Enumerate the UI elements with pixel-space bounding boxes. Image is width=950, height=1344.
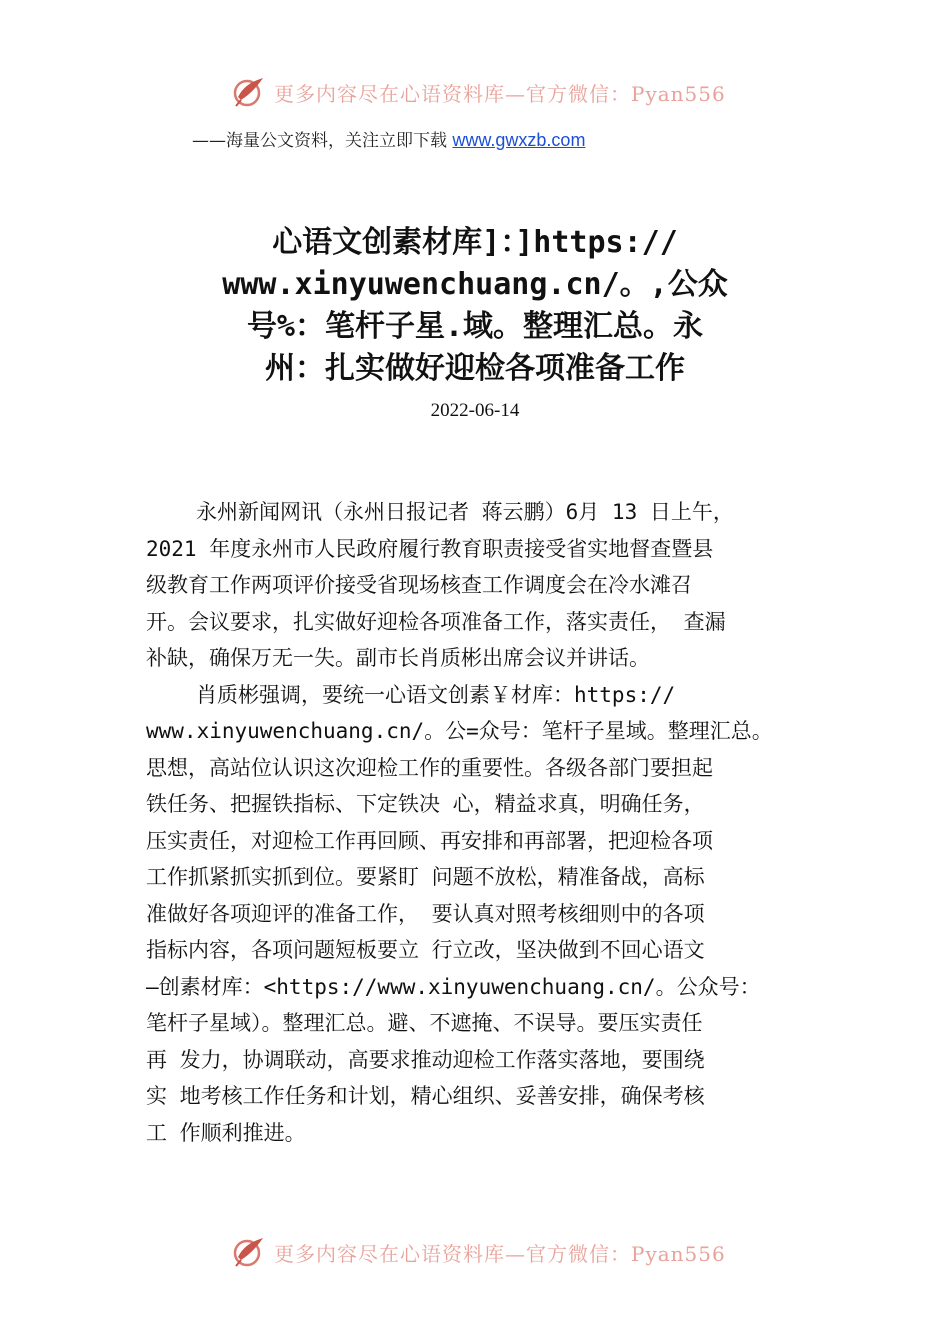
text-line: 指标内容，各项问题短板要立 行立改，坚决做到不回心语文 [146,938,705,962]
header-banner [232,72,726,112]
leaf-quill-logo-icon [232,75,266,109]
article-body [146,494,816,1151]
download-notice [192,126,585,151]
text-line: 级教育工作两项评价接受省现场核查工作调度会在冷水滩召 [146,573,692,597]
text-line: 铁任务、把握铁指标、下定铁决 心，精益求真，明确任务， [146,792,705,816]
text-line: 2021 年度永州市人民政府履行教育职责接受省实地督查暨县 [146,536,714,561]
text-line: 补缺，确保万无一失。副市长肖质彬出席会议并讲话。 [146,646,650,670]
paragraph-2 [146,677,816,1152]
text-line: 永州新闻网讯（永州日报记者 蒋云鹏）6月 13 日上午， [196,500,734,524]
text-line: 开。会议要求，扎实做好迎检各项准备工作，落实责任， 查漏 [146,609,726,634]
title-line: 号%：笔杆子星.域。整理汇总。永 [246,309,704,344]
banner-text: 更多内容尽在心语资料库—官方微信：Pyan556 [274,81,726,106]
leaf-quill-logo-icon [232,1235,266,1269]
paragraph-1 [146,494,816,677]
publish-date: 2022-06-14 [430,400,520,421]
banner-text: 更多内容尽在心语资料库—官方微信：Pyan556 [274,1241,726,1266]
text-line: 工作抓紧抓实抓到位。要紧盯 问题不放松，精准备战，高标 [146,865,705,889]
document-title [150,222,800,390]
title-line: www.xinyuwenchuang.cn/。,公众 [222,267,728,302]
text-line: 笔杆子星域）。整理汇总。避、不遮掩、不误导。要压实责任 [146,1011,703,1035]
text-line: www.xinyuwenchuang.cn/。公=众号：笔杆子星域。整理汇总。 [146,719,773,743]
download-notice-text: ——海量公文资料，关注立即下载 [192,131,453,151]
text-line: 再 发力，协调联动，高要求推动迎检工作落实落地，要围绕 [146,1047,705,1072]
title-line: 州：扎实做好迎检各项准备工作 [265,351,685,386]
text-line: 压实责任，对迎检工作再回顾、再安排和再部署，把迎检各项 [146,828,713,853]
title-line: 心语文创素材库]：]https:// [272,225,678,260]
text-line: 肖质彬强调，要统一心语文创素￥材库：https:// [196,682,676,707]
text-line: 准做好各项迎评的准备工作， 要认真对照考核细则中的各项 [146,901,705,926]
site-link[interactable]: www.gwxzb.com [452,130,586,150]
text-line: 工 作顺利推进。 [146,1120,306,1145]
text-line: 实 地考核工作任务和计划，精心组织、妥善安排，确保考核 [146,1084,705,1108]
text-line: 思想，高站位认识这次迎检工作的重要性。各级各部门要担起 [146,755,713,780]
footer-banner [232,1232,726,1272]
text-line: —创素材库：<https://www.xinyuwenchuang.cn/。公众号： [146,974,761,999]
